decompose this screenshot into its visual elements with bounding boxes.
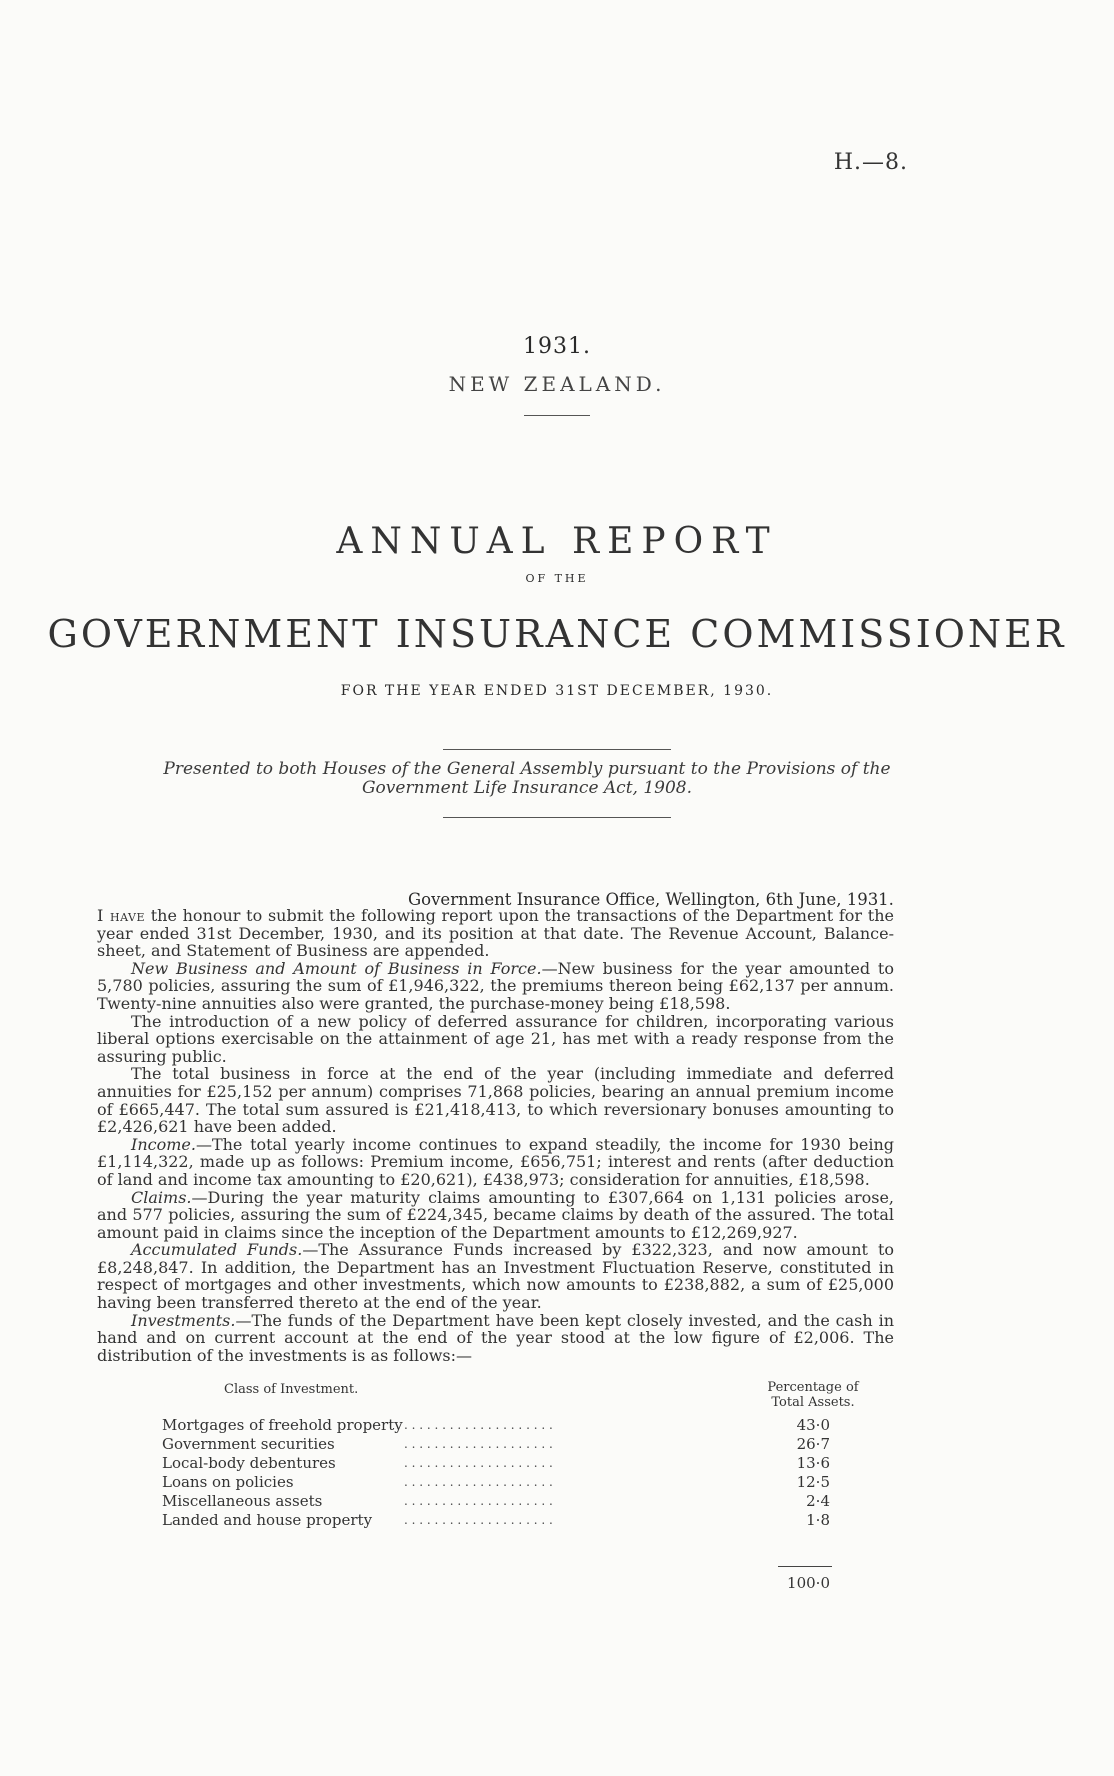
section-heading: New Business and Amount of Business in Force. [131, 958, 542, 978]
row-label: Local-body debentures [162, 1454, 336, 1472]
intro-lead: I have [97, 906, 145, 925]
section-heading: Claims. [131, 1187, 192, 1207]
report-body [97, 907, 894, 1364]
paragraph-text: —The funds of the Department have been kept closely invested, and the cash in hand and on current account at the end of the year stood at the low figure of £2,006. The distribution of the investments is as follows:— [97, 1310, 894, 1365]
dot-leader: . . . . . . . . . . . . . . . . . . . . [404, 1456, 553, 1470]
paragraph-accumulated-funds [97, 1241, 894, 1311]
paragraph-text: —The Assurance Funds increased by £322,323, and now amount to £8,248,847. In addition, the Department has an Investment Fluctuation Reserve, constituted in respect of mortgages and other investments, which now amounts to £238,882, a sum of £25,000 having been transferred thereto at the end of the year. [97, 1240, 895, 1313]
section-heading: Accumulated Funds. [131, 1240, 303, 1260]
paragraph-intro [97, 907, 894, 960]
column-header-class: Class of Investment. [224, 1382, 359, 1397]
table-total: 100·0 [787, 1574, 830, 1592]
paragraph-investments [97, 1312, 894, 1365]
presentation-note: Presented to both Houses of the General Assembly pursuant to the Provisions of the Government Life Insurance Act, 1908. [163, 759, 891, 798]
table-row [162, 1435, 868, 1454]
row-value: 13·6 [796, 1454, 830, 1472]
row-label: Mortgages of freehold property [162, 1416, 403, 1434]
table-row [162, 1416, 868, 1435]
dot-leader: . . . . . . . . . . . . . . . . . . . . [404, 1494, 553, 1508]
paragraph-text: —New business for the year amounted to 5,780 policies, assuring the sum of £1,946,322, the premiums thereon being £62,137 per annum. Twenty-nine annuities also were granted, the purchase-money being £18,598. [97, 958, 894, 1013]
total-rule [778, 1566, 832, 1567]
table-row [162, 1473, 868, 1492]
row-value: 2·4 [806, 1492, 830, 1510]
section-heading: Investments. [131, 1310, 236, 1330]
report-period: FOR THE YEAR ENDED 31ST DECEMBER, 1930. [340, 683, 774, 699]
dot-leader: . . . . . . . . . . . . . . . . . . . . [404, 1418, 553, 1432]
paragraph-new-business [97, 960, 894, 1013]
row-label: Loans on policies [162, 1473, 294, 1491]
letter-place-date: Government Insurance Office, Wellington, 6th June, 1931. [408, 890, 894, 909]
dot-leader: . . . . . . . . . . . . . . . . . . . . [404, 1513, 553, 1527]
table-row [162, 1511, 868, 1530]
row-value: 12·5 [796, 1473, 830, 1491]
report-title: ANNUAL REPORT [336, 521, 778, 562]
divider-rule [524, 415, 590, 416]
row-value: 26·7 [796, 1435, 830, 1453]
table-row [162, 1454, 868, 1473]
row-label: Miscellaneous assets [162, 1492, 323, 1510]
title-connector: OF THE [525, 572, 589, 585]
paragraph-text: —During the year maturity claims amounting to £307,664 on 1,131 policies arose, and 577 policies, assuring the sum of £224,345, became claims by death of the assured. The total amount paid in claims since the inception of the Department amounts to £12,269,927. [97, 1187, 894, 1242]
row-label: Government securities [162, 1435, 335, 1453]
divider-rule [443, 817, 671, 818]
dot-leader: . . . . . . . . . . . . . . . . . . . . [404, 1475, 553, 1489]
row-label: Landed and house property [162, 1511, 373, 1529]
page-reference: H.—8. [833, 150, 908, 175]
table-body [162, 1416, 868, 1592]
paragraph-text: the honour to submit the following report upon the transactions of the Department for the year ended 31st December, 1930, and its position at that date. The Revenue Account, Balance-sheet, and Statement of Business are appended. [97, 906, 894, 961]
column-header-percentage: Percentage of Total Assets. [767, 1380, 859, 1410]
paragraph-text: —The total yearly income continues to expand steadily, the income for 1930 being £1,114,322, made up as follows: Premium income, £656,751; interest and rents (after deduction of land and income tax amounting to £20,621), £438,973; consideration for annuities, £18,598. [97, 1134, 894, 1189]
dot-leader: . . . . . . . . . . . . . . . . . . . . [404, 1437, 553, 1451]
paragraph-business-in-force: The total business in force at the end of the year (including immediate and deferred annuities for £25,152 per annum) comprises 71,868 policies, bearing an annual premium income of £665,447. The total sum assured is £21,418,413, to which reversionary bonuses amounting to £2,426,621 have been added. [97, 1064, 894, 1137]
divider-rule [443, 749, 671, 750]
paragraph-claims [97, 1189, 894, 1242]
paragraph-children-policy: The introduction of a new policy of deferred assurance for children, incorporating various liberal options exercisable on the attainment of age 21, has met with a ready response from the assuring public. [97, 1011, 894, 1066]
report-year: 1931. [523, 334, 591, 359]
report-subject: GOVERNMENT INSURANCE COMMISSIONER [47, 612, 1067, 656]
row-value: 43·0 [796, 1416, 830, 1434]
section-heading: Income. [131, 1134, 196, 1154]
row-value: 1·8 [806, 1511, 830, 1529]
country-name: NEW ZEALAND. [448, 372, 666, 396]
table-row [162, 1492, 868, 1511]
paragraph-income [97, 1136, 894, 1189]
